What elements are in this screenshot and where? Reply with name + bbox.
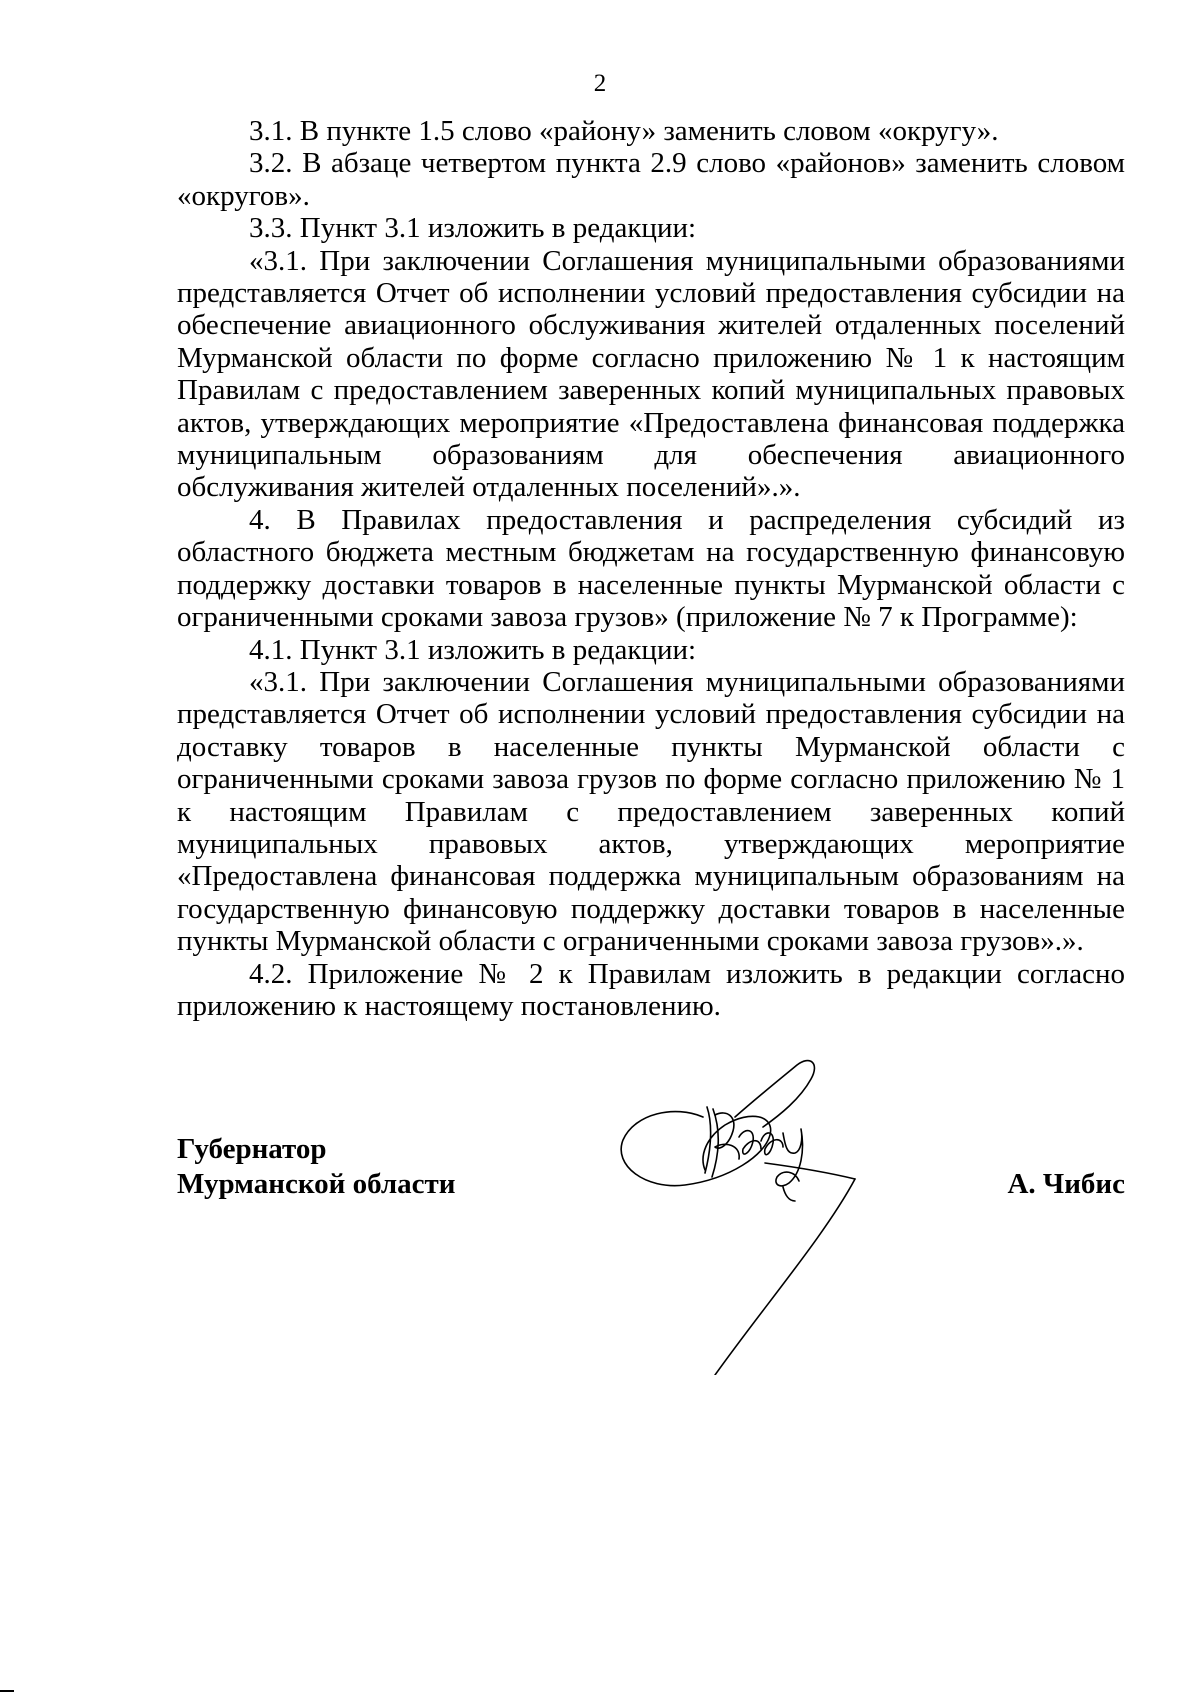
signer-position-line2: Мурманской области [177,1168,456,1200]
scan-edge-mark [0,1690,14,1692]
paragraph-3-3-text: «3.1. При заключении Соглашения муниципальными образованиями представляется Отчет об исполнении условий предоставления субсидии на обеспечение авиационного обслуживания жителей отдаленных поселений Мурманской области по форме согласно приложению № 1 к настоящим Правилам с предоставлением заверенных копий муниципальных правовых актов, утверждающих мероприятие «Предоставлена финансовая поддержка муниципальным образованиям для обеспечения авиационного обслуживания жителей отдаленных поселений».». [177,244,1125,504]
page-number: 2 [593,70,607,97]
handwritten-signature [615,1055,935,1375]
paragraph-4-2: 4.2. Приложение № 2 к Правилам изложить в редакции согласно приложению к настоящему постановлению. [177,957,1125,1022]
paragraph-3-1: 3.1. В пункте 1.5 слово «району» заменить словом «округу». [249,115,999,147]
paragraph-3-2: 3.2. В абзаце четвертом пункта 2.9 слово «районов» заменить словом «округов». [177,147,1125,212]
paragraph-4: 4. В Правилах предоставления и распределения субсидий из областного бюджета местным бюджетам на государственную финансовую поддержку доставки товаров в населенные пункты Мурманской области с ограниченными сроками завоза грузов» (приложение № 7 к Программе): [177,503,1125,634]
signer-position-line1: Губернатор [177,1133,327,1165]
signer-position [177,1132,455,1202]
document-body [177,115,1125,1022]
paragraph-3-3: 3.3. Пункт 3.1 изложить в редакции: [249,212,697,245]
paragraph-4-1: 4.1. Пункт 3.1 изложить в редакции: [249,633,697,666]
signer-name: А. Чибис [1007,1168,1125,1200]
paragraph-4-1-text: «3.1. При заключении Соглашения муниципальными образованиями представляется Отчет об исполнении условий предоставления субсидии на доставку товаров в населенные пункты Мурманской области с ограниченными сроками завоза грузов по форме согласно приложению № 1 к настоящим Правилам с предоставлением заверенных копий муниципальных правовых актов, утверждающих мероприятие «Предоставлена финансовая поддержка муниципальным образованиям на государственную финансовую поддержку доставки товаров в населенные пункты Мурманской области с ограниченными сроками завоза грузов».». [177,665,1125,958]
